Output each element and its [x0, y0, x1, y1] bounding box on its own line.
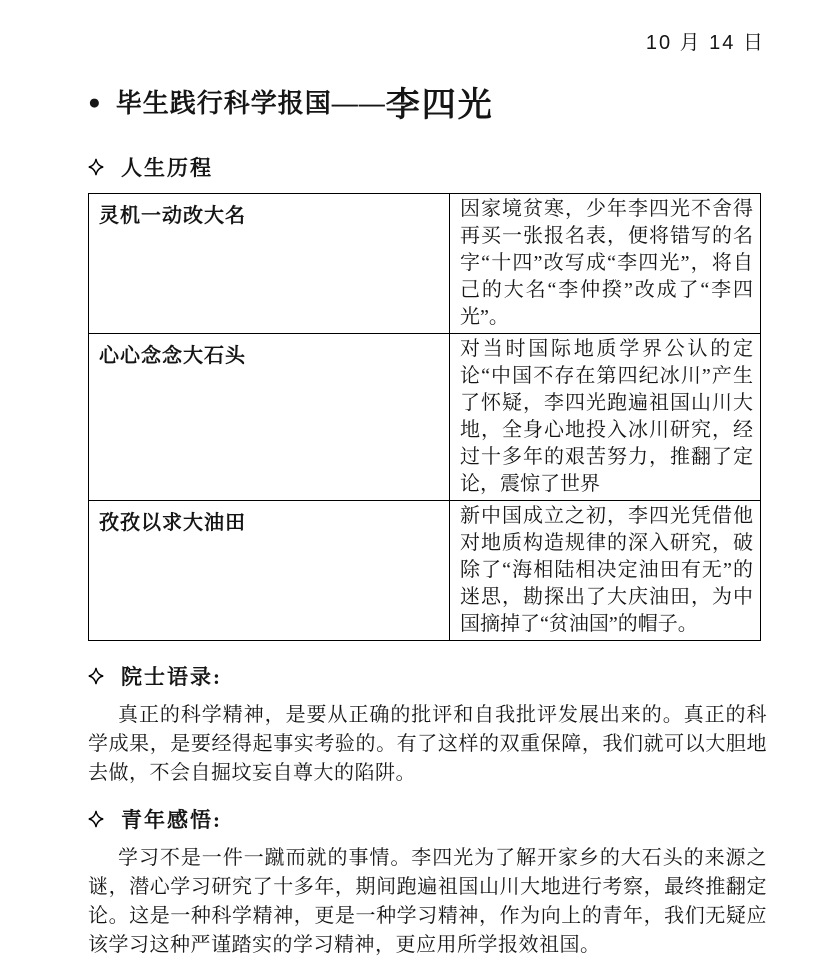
- four-pointed-star-icon: [88, 158, 104, 176]
- table-cell-content: 对当时国际地质学界公认的定论“中国不存在第四纪冰川”产生了怀疑，李四光跑遍祖国山川大地，全身心地投入冰川研究，经过十多年的艰苦努力，推翻了定论，震惊了世界: [450, 334, 761, 501]
- section-heading-quote: [88, 661, 767, 691]
- four-pointed-star-icon: [88, 667, 104, 685]
- section-heading-reflection: [88, 804, 767, 834]
- section-heading-label: 青年感悟:: [121, 808, 222, 832]
- table-row: [89, 194, 761, 334]
- quote-paragraph: 真正的科学精神，是要从正确的批评和自我批评发展出来的。真正的科学成果，是要经得起事实考验的。有了这样的双重保障，我们就可以大胆地去做，不会自掘坟妄自尊大的陷阱。: [88, 704, 767, 784]
- table-row: [89, 334, 761, 501]
- section-heading-life: [88, 152, 767, 182]
- table-row: [89, 501, 761, 641]
- section-heading-label: 人生历程: [121, 156, 213, 180]
- table-cell-label: 灵机一动改大名: [89, 194, 450, 334]
- document-title: [88, 77, 767, 126]
- title-person-name: 李四光: [385, 87, 494, 124]
- life-course-table: [88, 193, 761, 641]
- reflection-paragraph: 学习不是一件一蹴而就的事情。李四光为了解开家乡的大石头的来源之谜，潜心学习研究了十多年，期间跑遍祖国山川大地进行考察，最终推翻定论。这是一种科学精神，更是一种学习精神，作为向上的青年，我们无疑应该学习这种严谨踏实的学习精神，更应用所学报效祖国。: [88, 847, 767, 956]
- four-pointed-star-icon: [88, 810, 104, 828]
- title-text: 毕生践行科学报国——: [115, 89, 386, 118]
- date-text: 10 月 14 日: [645, 32, 765, 54]
- bullet-circle-icon: ●: [88, 90, 101, 114]
- table-cell-label: 孜孜以求大油田: [89, 501, 450, 641]
- section-heading-label: 院士语录:: [121, 665, 222, 689]
- table-cell-content: 因家境贫寒，少年李四光不舍得再买一张报名表，便将错写的名字“十四”改写成“李四光”，将自己的大名“李仲揆”改成了“李四光”。: [450, 194, 761, 334]
- table-cell-content: 新中国成立之初，李四光凭借他对地质构造规律的深入研究，破除了“海相陆相决定油田有无”的迷思，勘探出了大庆油田，为中国摘掉了“贫油国”的帽子。: [450, 501, 761, 641]
- table-cell-label: 心心念念大石头: [89, 334, 450, 501]
